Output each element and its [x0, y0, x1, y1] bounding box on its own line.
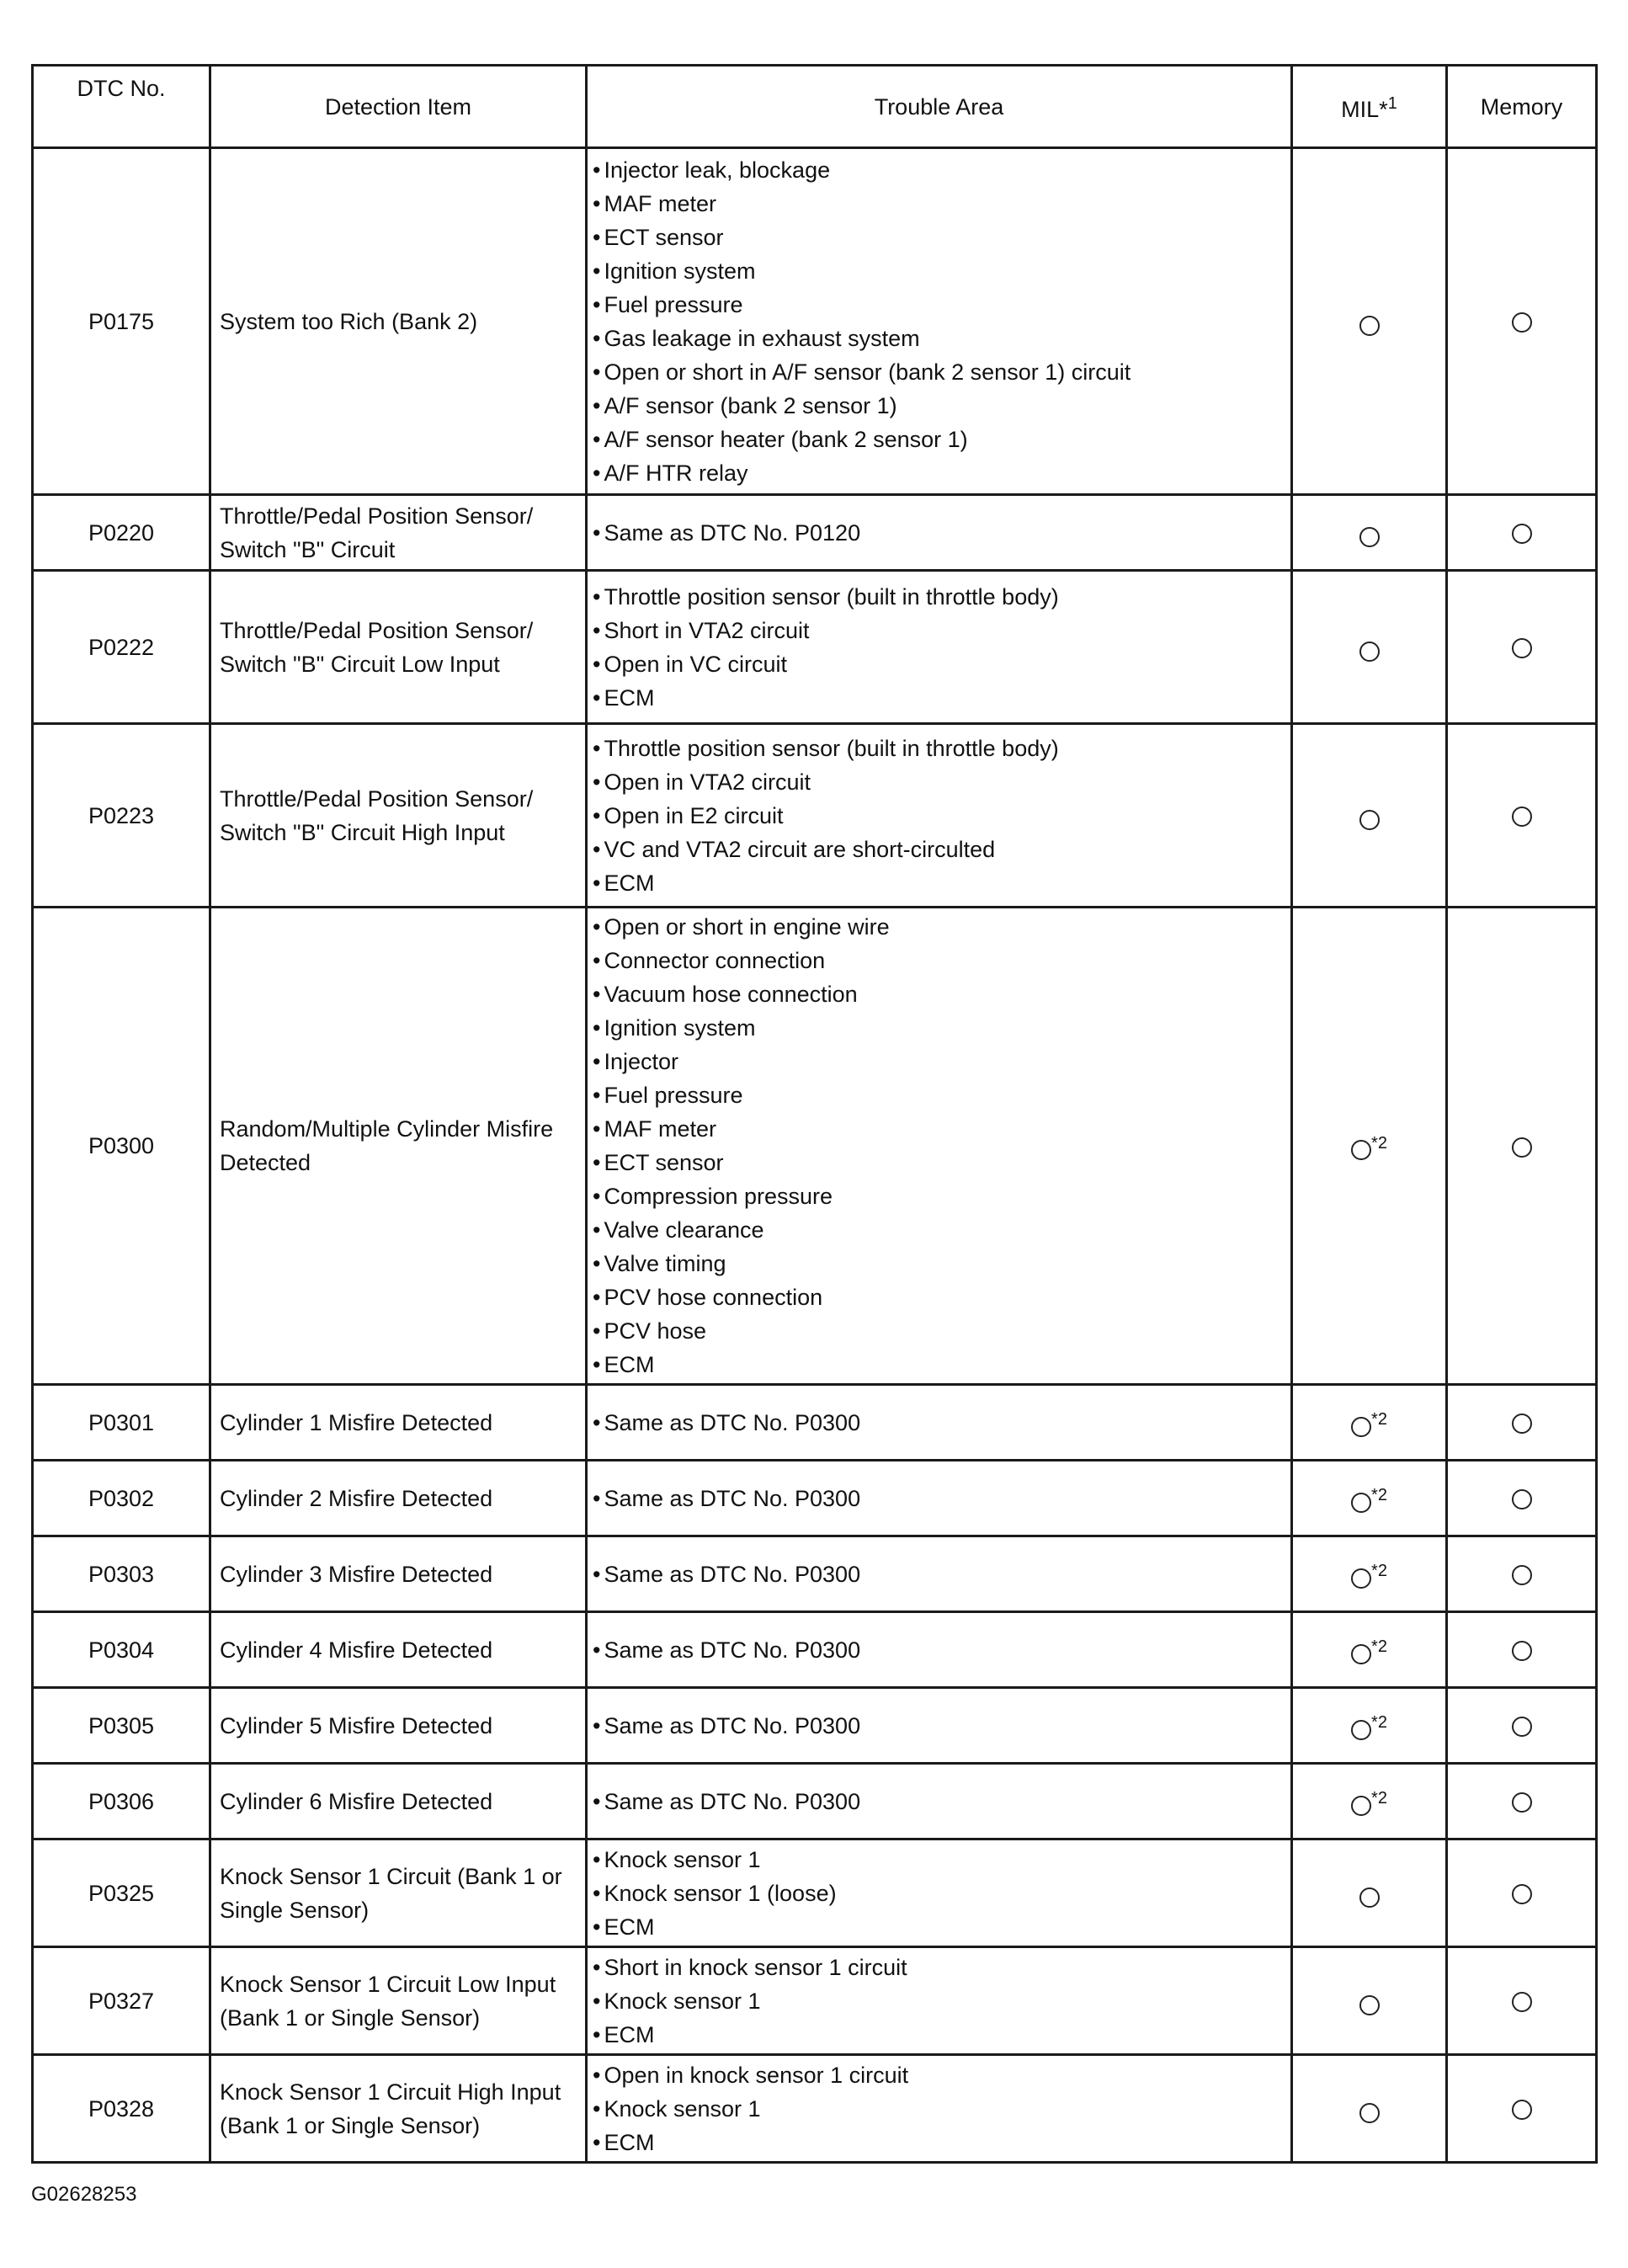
table-row — [33, 1688, 1597, 1764]
trouble-area-list — [593, 1557, 1285, 1591]
trouble-area-item: • Short in VTA2 circuit — [593, 614, 1285, 647]
memory-cell — [1447, 1461, 1597, 1536]
detection-item: Random/Multiple Cylinder Misfire Detected — [210, 908, 587, 1385]
trouble-area-item: • Fuel pressure — [593, 288, 1285, 322]
trouble-area-item: • Open in VTA2 circuit — [593, 765, 1285, 799]
dtc-code: P0325 — [33, 1839, 210, 1947]
memory-cell — [1447, 908, 1597, 1385]
mil-circle-icon — [1351, 1644, 1371, 1664]
table-row — [33, 908, 1597, 1385]
memory-cell — [1447, 1536, 1597, 1612]
mil-circle-icon — [1359, 316, 1380, 336]
dtc-table-body — [33, 148, 1597, 2163]
dtc-code: P0220 — [33, 495, 210, 571]
trouble-area-item: • Ignition system — [593, 254, 1285, 288]
memory-circle-icon — [1512, 2100, 1532, 2120]
table-row — [33, 495, 1597, 571]
mil-footnote: *2 — [1371, 1562, 1387, 1580]
figure-id: G02628253 — [31, 2183, 137, 2206]
trouble-area-item: • Open in knock sensor 1 circuit — [593, 2058, 1285, 2092]
dtc-code: P0223 — [33, 724, 210, 908]
header-memory: Memory — [1447, 66, 1597, 148]
table-row — [33, 571, 1597, 724]
mil-cell — [1292, 148, 1447, 495]
mil-circle-icon — [1351, 1493, 1371, 1513]
trouble-area — [587, 1536, 1292, 1612]
trouble-area-item: • PCV hose connection — [593, 1280, 1285, 1314]
table-row — [33, 1461, 1597, 1536]
mil-circle-icon — [1359, 527, 1380, 547]
trouble-area-item: • Compression pressure — [593, 1179, 1285, 1213]
mil-circle-icon — [1359, 2103, 1380, 2123]
table-row — [33, 1385, 1597, 1461]
table-row — [33, 2055, 1597, 2163]
trouble-area — [587, 724, 1292, 908]
trouble-area-list — [593, 516, 1285, 550]
trouble-area-item: • Same as DTC No. P0300 — [593, 1406, 1285, 1440]
trouble-area-list — [593, 580, 1285, 715]
trouble-area-item: • Knock sensor 1 — [593, 1984, 1285, 2018]
dtc-code: P0301 — [33, 1385, 210, 1461]
detection-item: System too Rich (Bank 2) — [210, 148, 587, 495]
trouble-area-list — [593, 1785, 1285, 1818]
trouble-area-item: • PCV hose — [593, 1314, 1285, 1348]
mil-cell — [1292, 1385, 1447, 1461]
trouble-area-item: • Same as DTC No. P0300 — [593, 1633, 1285, 1667]
mil-cell — [1292, 2055, 1447, 2163]
memory-circle-icon — [1512, 312, 1532, 333]
trouble-area-item: • ECM — [593, 866, 1285, 900]
detection-item: Cylinder 2 Misfire Detected — [210, 1461, 587, 1536]
detection-item: Knock Sensor 1 Circuit (Bank 1 or Single Sensor) — [210, 1839, 587, 1947]
mil-cell — [1292, 495, 1447, 571]
trouble-area-list — [593, 910, 1285, 1382]
trouble-area-item: • ECM — [593, 2018, 1285, 2052]
trouble-area-item: • A/F sensor heater (bank 2 sensor 1) — [593, 423, 1285, 456]
table-row — [33, 1612, 1597, 1688]
trouble-area-item: • Vacuum hose connection — [593, 977, 1285, 1011]
detection-item: Cylinder 1 Misfire Detected — [210, 1385, 587, 1461]
trouble-area-item: • Same as DTC No. P0120 — [593, 516, 1285, 550]
memory-circle-icon — [1512, 1641, 1532, 1661]
table-row — [33, 724, 1597, 908]
trouble-area — [587, 2055, 1292, 2163]
memory-circle-icon — [1512, 1992, 1532, 2012]
dtc-table — [31, 64, 1598, 2164]
memory-circle-icon — [1512, 1414, 1532, 1434]
mil-cell — [1292, 1764, 1447, 1839]
memory-cell — [1447, 148, 1597, 495]
trouble-area-item: • Knock sensor 1 (loose) — [593, 1877, 1285, 1910]
trouble-area — [587, 571, 1292, 724]
mil-footnote: *2 — [1371, 1133, 1387, 1153]
dtc-code: P0305 — [33, 1688, 210, 1764]
memory-circle-icon — [1512, 1565, 1532, 1585]
mil-cell — [1292, 1461, 1447, 1536]
trouble-area-item: • ECM — [593, 2126, 1285, 2159]
table-row — [33, 1947, 1597, 2055]
mil-circle-icon — [1351, 1568, 1371, 1589]
dtc-code: P0304 — [33, 1612, 210, 1688]
mil-cell — [1292, 908, 1447, 1385]
memory-cell — [1447, 1764, 1597, 1839]
detection-item: Cylinder 4 Misfire Detected — [210, 1612, 587, 1688]
memory-cell — [1447, 1385, 1597, 1461]
detection-item: Cylinder 6 Misfire Detected — [210, 1764, 587, 1839]
trouble-area-item: • Short in knock sensor 1 circuit — [593, 1951, 1285, 1984]
mil-footnote: *2 — [1371, 1410, 1387, 1429]
table-row — [33, 1536, 1597, 1612]
trouble-area-item: • ECT sensor — [593, 1146, 1285, 1179]
memory-cell — [1447, 1612, 1597, 1688]
trouble-area — [587, 148, 1292, 495]
mil-cell — [1292, 1612, 1447, 1688]
dtc-code: P0303 — [33, 1536, 210, 1612]
trouble-area-item: • Valve timing — [593, 1247, 1285, 1280]
trouble-area-item: • Knock sensor 1 — [593, 2092, 1285, 2126]
trouble-area-item: • A/F HTR relay — [593, 456, 1285, 490]
table-row — [33, 148, 1597, 495]
mil-cell — [1292, 1688, 1447, 1764]
trouble-area — [587, 1947, 1292, 2055]
mil-circle-icon — [1359, 810, 1380, 830]
trouble-area-item: • Same as DTC No. P0300 — [593, 1557, 1285, 1591]
trouble-area-item: • Throttle position sensor (built in throttle body) — [593, 580, 1285, 614]
memory-cell — [1447, 495, 1597, 571]
mil-footnote: *2 — [1371, 1486, 1387, 1504]
trouble-area-item: • ECM — [593, 681, 1285, 715]
trouble-area — [587, 1385, 1292, 1461]
mil-circle-icon — [1351, 1720, 1371, 1740]
trouble-area-item: • Injector — [593, 1045, 1285, 1078]
trouble-area — [587, 1764, 1292, 1839]
trouble-area — [587, 908, 1292, 1385]
trouble-area-list — [593, 1406, 1285, 1440]
memory-circle-icon — [1512, 1489, 1532, 1509]
dtc-code: P0222 — [33, 571, 210, 724]
mil-cell — [1292, 1947, 1447, 2055]
detection-item: Cylinder 5 Misfire Detected — [210, 1688, 587, 1764]
mil-circle-icon — [1351, 1796, 1371, 1816]
trouble-area — [587, 1612, 1292, 1688]
memory-circle-icon — [1512, 1792, 1532, 1813]
dtc-code: P0302 — [33, 1461, 210, 1536]
table-row — [33, 1839, 1597, 1947]
trouble-area-item: • Connector connection — [593, 944, 1285, 977]
trouble-area — [587, 1461, 1292, 1536]
memory-cell — [1447, 724, 1597, 908]
mil-footnote: *2 — [1371, 1713, 1387, 1732]
detection-item: Knock Sensor 1 Circuit High Input (Bank 1 or Single Sensor) — [210, 2055, 587, 2163]
memory-cell — [1447, 1947, 1597, 2055]
trouble-area-list — [593, 153, 1285, 490]
trouble-area-item: • Throttle position sensor (built in throttle body) — [593, 732, 1285, 765]
trouble-area-list — [593, 732, 1285, 900]
dtc-code: P0328 — [33, 2055, 210, 2163]
trouble-area-item: • MAF meter — [593, 187, 1285, 221]
trouble-area-item: • VC and VTA2 circuit are short-circulted — [593, 833, 1285, 866]
trouble-area-item: • Same as DTC No. P0300 — [593, 1785, 1285, 1818]
trouble-area-item: • Ignition system — [593, 1011, 1285, 1045]
memory-circle-icon — [1512, 638, 1532, 658]
memory-cell — [1447, 1688, 1597, 1764]
mil-circle-icon — [1359, 642, 1380, 662]
memory-circle-icon — [1512, 807, 1532, 827]
trouble-area-item: • Knock sensor 1 — [593, 1843, 1285, 1877]
mil-circle-icon — [1351, 1417, 1371, 1437]
dtc-code: P0327 — [33, 1947, 210, 2055]
trouble-area-item: • Open or short in engine wire — [593, 910, 1285, 944]
memory-circle-icon — [1512, 524, 1532, 544]
trouble-area-list — [593, 1633, 1285, 1667]
trouble-area-item: • Open in E2 circuit — [593, 799, 1285, 833]
memory-cell — [1447, 2055, 1597, 2163]
memory-cell — [1447, 571, 1597, 724]
mil-circle-icon — [1359, 1995, 1380, 2015]
detection-item: Throttle/Pedal Position Sensor/ Switch "B" Circuit — [210, 495, 587, 571]
trouble-area-item: • Gas leakage in exhaust system — [593, 322, 1285, 355]
memory-circle-icon — [1512, 1137, 1532, 1158]
detection-item: Throttle/Pedal Position Sensor/ Switch "B" Circuit Low Input — [210, 571, 587, 724]
trouble-area-item: • ECM — [593, 1910, 1285, 1944]
header-mil-footnote: 1 — [1387, 94, 1397, 113]
trouble-area — [587, 495, 1292, 571]
detection-item: Throttle/Pedal Position Sensor/ Switch "B" Circuit High Input — [210, 724, 587, 908]
memory-circle-icon — [1512, 1717, 1532, 1737]
mil-cell — [1292, 1839, 1447, 1947]
trouble-area-item: • ECT sensor — [593, 221, 1285, 254]
dtc-code: P0306 — [33, 1764, 210, 1839]
header-trouble-area: Trouble Area — [587, 66, 1292, 148]
trouble-area-list — [593, 1482, 1285, 1515]
trouble-area-item: • Same as DTC No. P0300 — [593, 1482, 1285, 1515]
trouble-area-list — [593, 1709, 1285, 1743]
trouble-area — [587, 1688, 1292, 1764]
trouble-area-item: • Valve clearance — [593, 1213, 1285, 1247]
mil-footnote: *2 — [1371, 1789, 1387, 1807]
trouble-area-item: • Same as DTC No. P0300 — [593, 1709, 1285, 1743]
mil-cell — [1292, 724, 1447, 908]
dtc-code: P0300 — [33, 908, 210, 1385]
trouble-area-item: • Open or short in A/F sensor (bank 2 sensor 1) circuit — [593, 355, 1285, 389]
mil-cell — [1292, 571, 1447, 724]
memory-circle-icon — [1512, 1884, 1532, 1904]
memory-cell — [1447, 1839, 1597, 1947]
trouble-area-item: • Fuel pressure — [593, 1078, 1285, 1112]
detection-item: Knock Sensor 1 Circuit Low Input (Bank 1 or Single Sensor) — [210, 1947, 587, 2055]
mil-circle-icon — [1359, 1887, 1380, 1908]
trouble-area-item: • ECM — [593, 1348, 1285, 1382]
header-mil — [1292, 66, 1447, 148]
table-row — [33, 1764, 1597, 1839]
trouble-area-item: • Injector leak, blockage — [593, 153, 1285, 187]
dtc-code: P0175 — [33, 148, 210, 495]
header-mil-label: MIL* — [1341, 97, 1388, 122]
header-dtc-no: DTC No. — [33, 66, 210, 148]
trouble-area-list — [593, 1843, 1285, 1944]
header-row — [33, 66, 1597, 148]
mil-footnote: *2 — [1371, 1637, 1387, 1656]
detection-item: Cylinder 3 Misfire Detected — [210, 1536, 587, 1612]
trouble-area-item: • MAF meter — [593, 1112, 1285, 1146]
trouble-area-item: • A/F sensor (bank 2 sensor 1) — [593, 389, 1285, 423]
trouble-area-list — [593, 1951, 1285, 2052]
trouble-area — [587, 1839, 1292, 1947]
mil-cell — [1292, 1536, 1447, 1612]
header-detection-item: Detection Item — [210, 66, 587, 148]
mil-circle-icon — [1351, 1140, 1371, 1160]
trouble-area-item: • Open in VC circuit — [593, 647, 1285, 681]
trouble-area-list — [593, 2058, 1285, 2159]
